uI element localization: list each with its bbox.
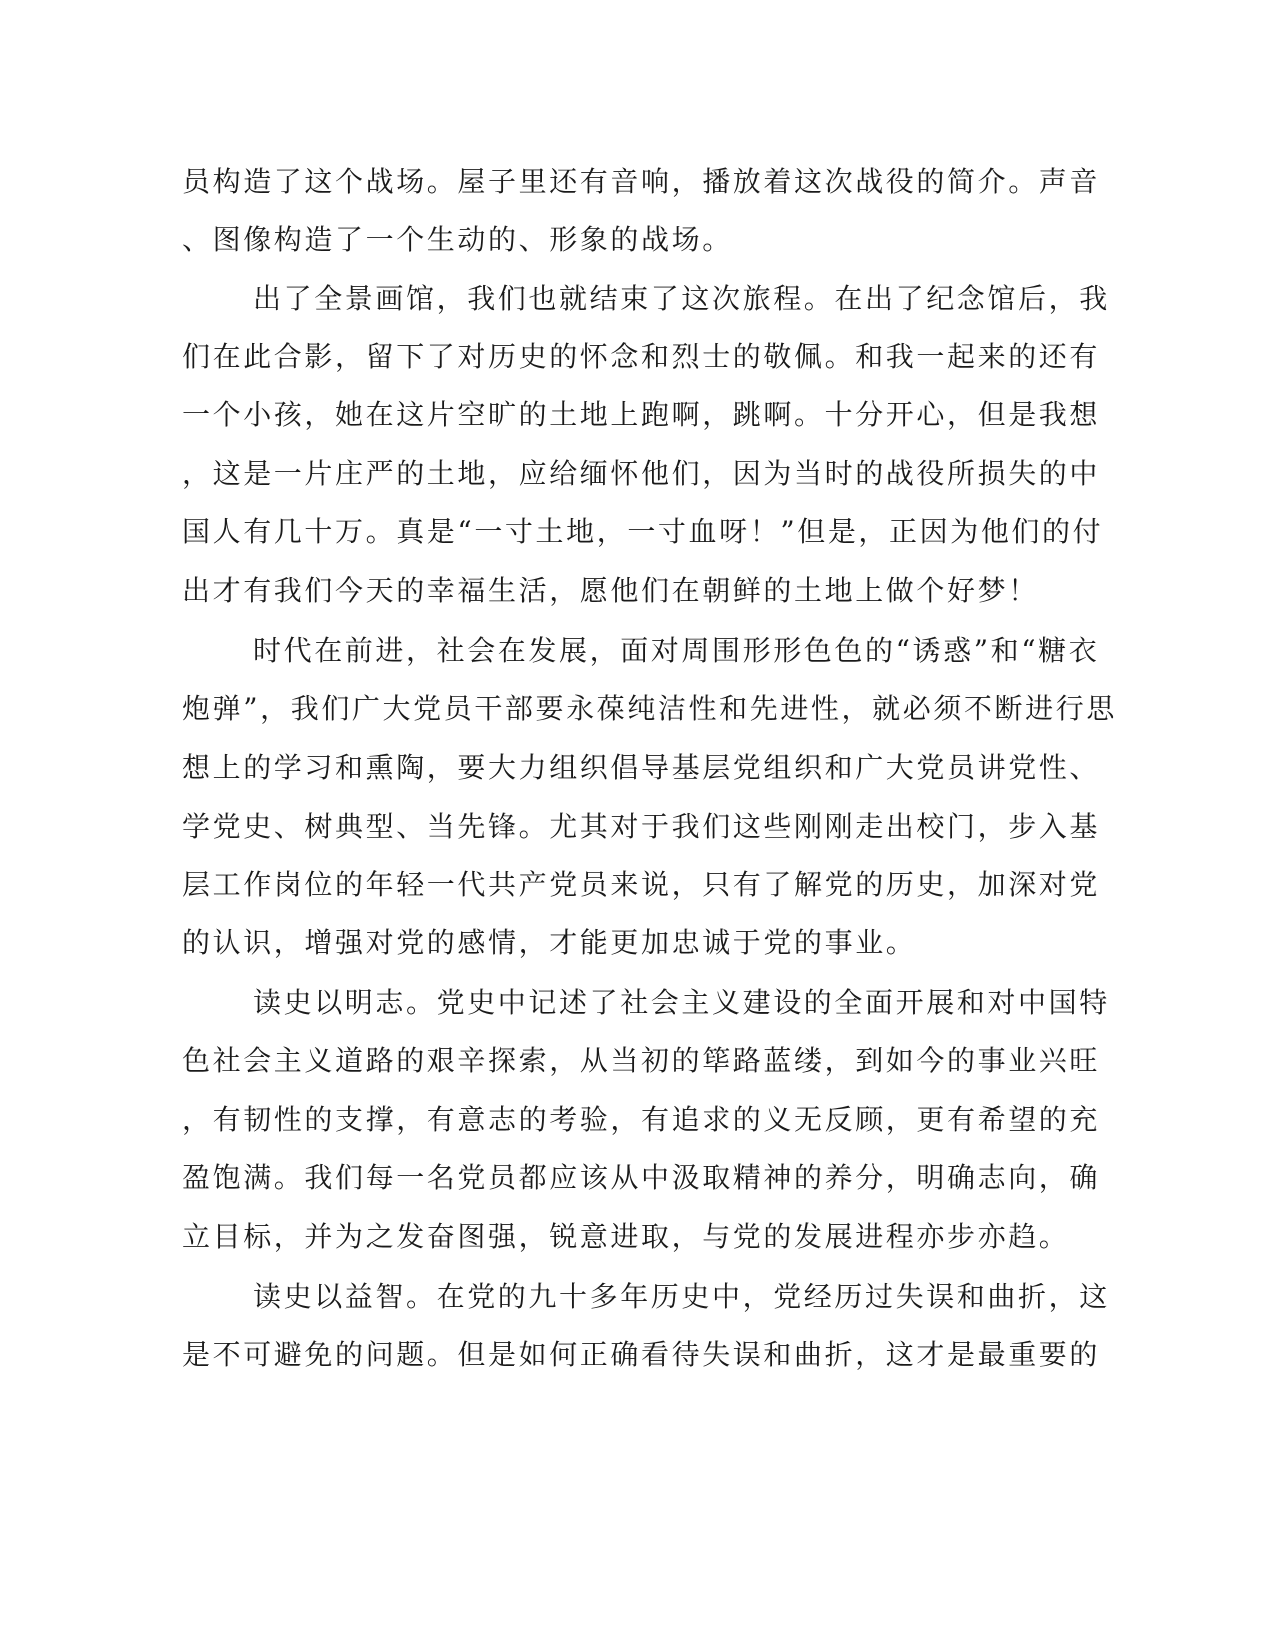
- text-line: 盈饱满。我们每一名党员都应该从中汲取精神的养分，明确志向，确: [182, 1161, 1101, 1194]
- text-line: 员构造了这个战场。屋子里还有音响，播放着这次战役的简介。声音: [182, 165, 1101, 198]
- text-line: 色社会主义道路的艰辛探索，从当初的筚路蓝缕，到如今的事业兴旺: [182, 1044, 1101, 1077]
- text-line: 们在此合影，留下了对历史的怀念和烈士的敬佩。和我一起来的还有: [182, 340, 1101, 373]
- text-line: 的认识，增强对党的感情，才能更加忠诚于党的事业。: [182, 926, 917, 959]
- text-line: 一个小孩，她在这片空旷的土地上跑啊，跳啊。十分开心，但是我想: [182, 398, 1101, 431]
- text-line: 立目标，并为之发奋图强，锐意进取，与党的发展进程亦步亦趋。: [182, 1220, 1070, 1253]
- paragraph-first-line: 出了全景画馆，我们也就结束了这次旅程。在出了纪念馆后，我: [253, 282, 1110, 315]
- paragraph-first-line: 时代在前进，社会在发展，面对周围形形色色的“诱惑”和“糖衣: [253, 634, 1100, 667]
- paragraph-first-line: 读史以益智。在党的九十多年历史中，党经历过失误和曲折，这: [253, 1280, 1110, 1313]
- paragraph-first-line: 读史以明志。党史中记述了社会主义建设的全面开展和对中国特: [253, 986, 1110, 1019]
- text-line: 层工作岗位的年轻一代共产党员来说，只有了解党的历史，加深对党: [182, 868, 1101, 901]
- text-line: 炮弹”，我们广大党员干部要永葆纯洁性和先进性，就必须不断进行思: [182, 692, 1117, 725]
- text-line: 、图像构造了一个生动的、形象的战场。: [182, 223, 733, 256]
- text-line: 想上的学习和熏陶，要大力组织倡导基层党组织和广大党员讲党性、: [182, 751, 1101, 784]
- text-line: ，这是一片庄严的土地，应给缅怀他们，因为当时的战役所损失的中: [182, 457, 1101, 490]
- text-line: 是不可避免的问题。但是如何正确看待失误和曲折，这才是最重要的: [182, 1338, 1101, 1371]
- text-line: 国人有几十万。真是“一寸土地，一寸血呀！”但是，正因为他们的付: [182, 515, 1104, 548]
- text-line: 学党史、树典型、当先锋。尤其对于我们这些刚刚走出校门，步入基: [182, 810, 1101, 843]
- text-line: ，有韧性的支撑，有意志的考验，有追求的义无反顾，更有希望的充: [182, 1103, 1101, 1136]
- text-line: 出才有我们今天的幸福生活，愿他们在朝鲜的土地上做个好梦！: [182, 574, 1039, 607]
